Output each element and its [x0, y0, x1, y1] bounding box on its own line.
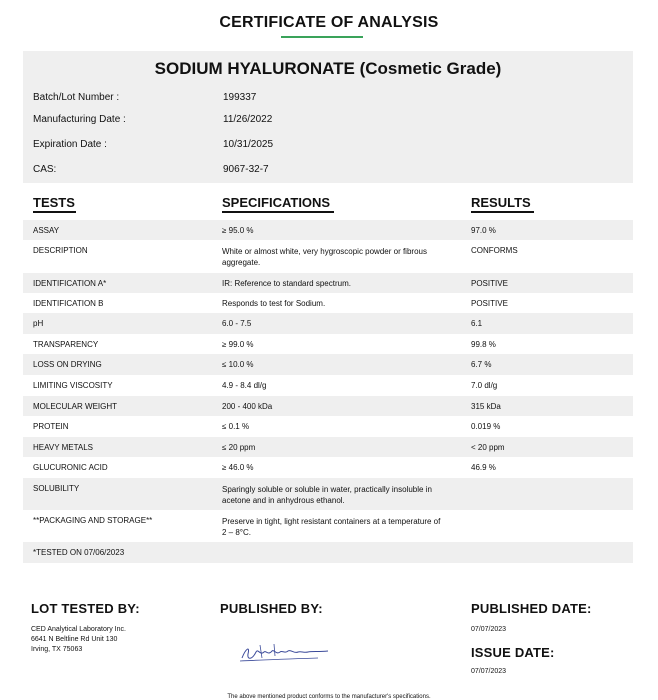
test-result: 46.9 % — [471, 463, 496, 472]
test-name: SOLUBILITY — [33, 484, 80, 493]
table-row — [23, 437, 633, 457]
product-name: SODIUM HYALURONATE (Cosmetic Grade) — [154, 59, 502, 78]
test-name: DESCRIPTION — [33, 246, 88, 255]
test-spec: ≥ 99.0 % — [222, 340, 254, 349]
test-result: < 20 ppm — [471, 443, 505, 452]
table-row — [23, 240, 633, 273]
table-row — [23, 375, 633, 396]
test-result: 315 kDa — [471, 402, 501, 411]
test-spec: ≤ 0.1 % — [222, 422, 250, 431]
published-date-heading: PUBLISHED DATE: — [471, 601, 592, 616]
table-row — [23, 220, 633, 240]
test-name: TRANSPARENCY — [33, 340, 99, 349]
test-name: IDENTIFICATION A* — [33, 279, 107, 288]
table-row — [23, 457, 633, 478]
test-result: 7.0 dl/g — [471, 381, 498, 390]
test-result: 6.1 — [471, 319, 483, 328]
published-date-value: 07/07/2023 — [471, 626, 507, 633]
info-label: Batch/Lot Number : — [33, 92, 120, 103]
lab-street: 6641 N Beltline Rd Unit 130 — [31, 636, 118, 643]
info-label: Expiration Date : — [33, 139, 107, 150]
table-row — [23, 273, 633, 293]
test-spec: Sparingly soluble or soluble in water, practically insoluble in acetone and in anhydrous ethanol. — [222, 485, 432, 505]
table-row — [23, 478, 633, 510]
test-result: POSITIVE — [471, 299, 508, 308]
info-value: 9067-32-7 — [223, 164, 269, 175]
table-row — [23, 354, 633, 375]
info-value: 11/26/2022 — [223, 114, 273, 125]
info-value: 10/31/2025 — [223, 139, 274, 150]
test-spec: ≤ 10.0 % — [222, 360, 254, 369]
page-title: CERTIFICATE OF ANALYSIS — [219, 14, 439, 31]
table-row — [23, 396, 633, 416]
info-label: Manufacturing Date : — [33, 114, 126, 125]
column-header-specifications: SPECIFICATIONS — [222, 195, 331, 210]
signature-image — [238, 640, 334, 666]
issue-date-heading: ISSUE DATE: — [471, 645, 555, 660]
test-result: 97.0 % — [471, 226, 496, 235]
column-header-underline — [222, 211, 334, 213]
test-result: CONFORMS — [471, 246, 518, 255]
lab-city: Irving, TX 75063 — [31, 646, 83, 653]
test-spec: IR: Reference to standard spectrum. — [222, 279, 351, 288]
info-value: 199337 — [223, 92, 257, 103]
test-spec: Preserve in tight, light resistant containers at a temperature of 2 – 8°C. — [222, 517, 441, 537]
column-header-underline — [471, 211, 534, 213]
test-spec: 4.9 - 8.4 dl/g — [222, 381, 267, 390]
test-spec: White or almost white, very hygroscopic powder or fibrous aggregate. — [222, 247, 427, 267]
test-spec: 200 - 400 kDa — [222, 402, 273, 411]
test-name: ASSAY — [33, 226, 60, 235]
column-header-tests: TESTS — [33, 195, 75, 210]
product-info-box — [23, 51, 633, 183]
table-row — [23, 416, 633, 437]
column-header-results: RESULTS — [471, 195, 531, 210]
lab-address — [31, 625, 126, 655]
test-name: GLUCURONIC ACID — [33, 463, 108, 472]
test-name: MOLECULAR WEIGHT — [33, 402, 118, 411]
test-name: LOSS ON DRYING — [33, 360, 102, 369]
conformity-footnote: The above mentioned product conforms to the manufacturer's specifications. — [227, 694, 431, 700]
title-underline — [281, 36, 363, 38]
test-spec: ≤ 20 ppm — [222, 443, 256, 452]
test-spec: ≥ 95.0 % — [222, 226, 254, 235]
tests-table — [23, 220, 633, 563]
table-row — [23, 334, 633, 354]
table-row — [23, 293, 633, 313]
published-by-heading: PUBLISHED BY: — [220, 601, 323, 616]
lab-name: CED Analytical Laboratory Inc. — [31, 626, 126, 633]
test-result: 0.019 % — [471, 422, 501, 431]
info-label: CAS: — [33, 164, 57, 175]
test-spec: ≥ 46.0 % — [222, 463, 254, 472]
test-result: POSITIVE — [471, 279, 508, 288]
column-header-underline — [33, 211, 76, 213]
test-name: LIMITING VISCOSITY — [33, 381, 113, 390]
test-name: IDENTIFICATION B — [33, 299, 104, 308]
lot-tested-by-heading: LOT TESTED BY: — [31, 601, 140, 616]
table-row — [23, 313, 633, 334]
test-name: PROTEIN — [33, 422, 69, 431]
test-result: 6.7 % — [471, 360, 492, 369]
test-spec: 6.0 - 7.5 — [222, 319, 252, 328]
test-name: *TESTED ON 07/06/2023 — [33, 548, 125, 557]
test-name: pH — [33, 319, 44, 328]
test-spec: Responds to test for Sodium. — [222, 299, 326, 308]
issue-date-value: 07/07/2023 — [471, 668, 507, 675]
test-name: **PACKAGING AND STORAGE** — [33, 516, 153, 525]
table-row — [23, 510, 633, 542]
test-name: HEAVY METALS — [33, 443, 94, 452]
test-result: 99.8 % — [471, 340, 496, 349]
table-row — [23, 542, 633, 563]
